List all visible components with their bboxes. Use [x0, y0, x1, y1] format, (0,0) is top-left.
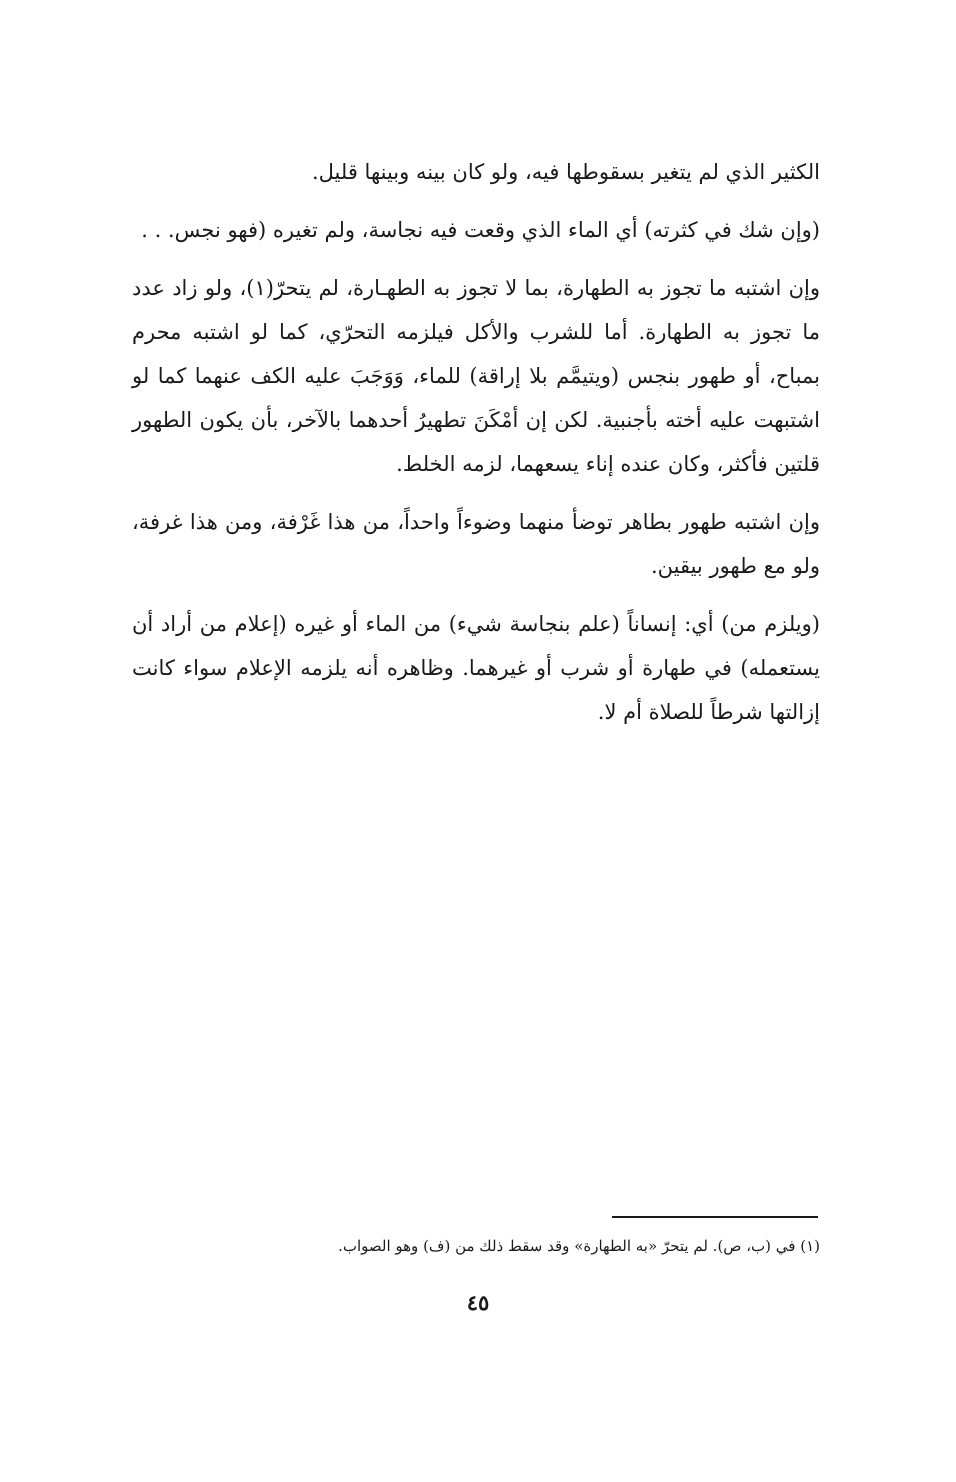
paragraph-4: وإن اشتبه طهور بطاهر توضأ منهما وضوءاً واحداً، من هذا غَرْفة، ومن هذا غرفة، ولو مع طهور بيقين. — [132, 510, 820, 578]
page-number: ٤٥ — [466, 1290, 490, 1315]
footnote: (١) في (ب، ص). لم يتحرّ «به الطهارة» وقد سقط ذلك من (ف) وهو الصواب. — [338, 1237, 820, 1255]
main-text — [132, 150, 820, 748]
footnote-divider — [612, 1216, 818, 1218]
paragraph-1: الكثير الذي لم يتغير بسقوطها فيه، ولو كان بينه وبينها قليل. — [311, 160, 820, 184]
paragraph-2: (وإن شك في كثرته) أي الماء الذي وقعت فيه نجاسة، ولم تغيره (فهو نجس. . . — [141, 218, 820, 242]
paragraph-3: وإن اشتبه ما تجوز به الطهارة، بما لا تجوز به الطهـارة، لم يتحرّ(١)، ولو زاد عدد ما تجوز به الطهارة. أما للشرب والأكل فيلزمه التحرّي، كما لو اشتبه محرم بمباح، أو طهور بنجس (ويتيمَّم بلا إراقة) للماء، وَوَجَبَ عليه الكف عنهما كما لو اشتبهت عليه أخته بأجنبية. لكن إن أمْكَنَ تطهيرُ أحدهما بالآخر، بأن يكون الطهور قلتين فأكثر، وكان عنده إناء يسعهما، لزمه الخلط. — [132, 276, 820, 476]
paragraph-5: (ويلزم من) أي: إنساناً (علم بنجاسة شيء) من الماء أو غيره (إعلام من أراد أن يستعمله) في طهارة أو شرب أو غيرهما. وظاهره أنه يلزمه الإعلام سواء كانت إزالتها شرطاً للصلاة أم لا. — [132, 612, 820, 724]
